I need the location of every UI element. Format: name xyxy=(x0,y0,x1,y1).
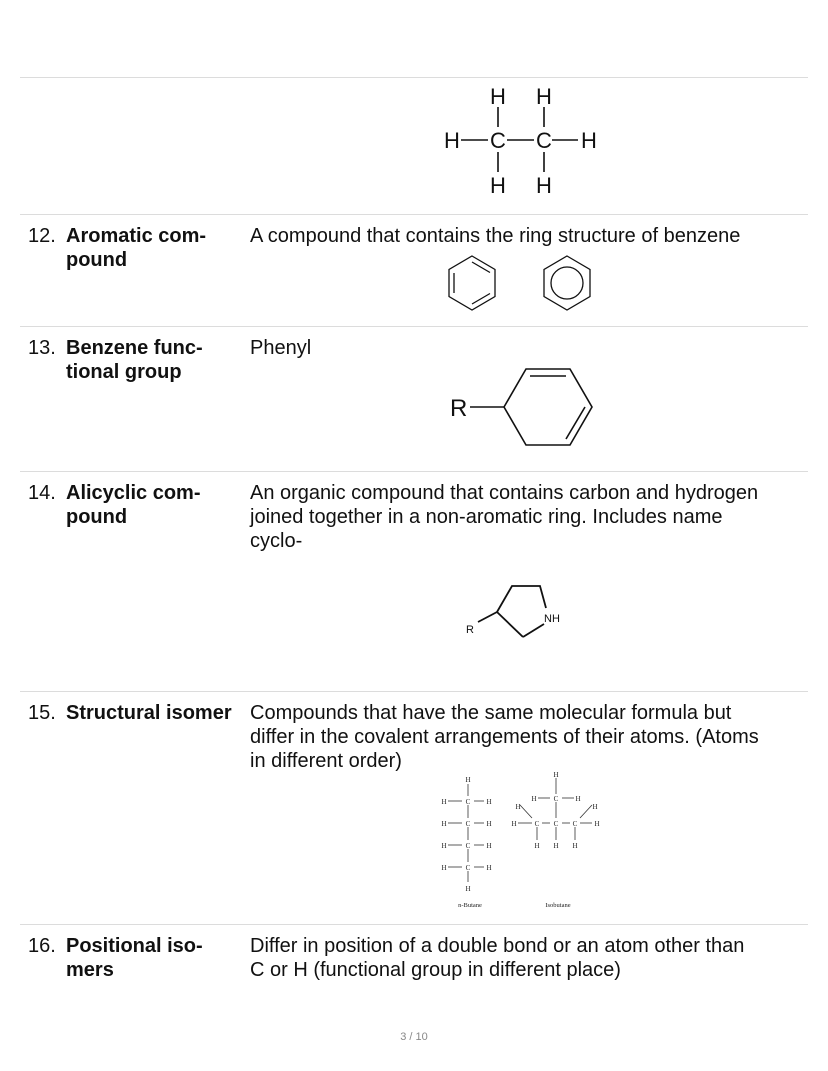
isobutane-c: C xyxy=(534,820,540,828)
divider xyxy=(20,214,808,215)
term-structural-isomer xyxy=(66,701,256,725)
page-number: 3 / 10 xyxy=(400,1031,428,1043)
isobutane-c: C xyxy=(572,820,578,828)
definition-line: in different order) xyxy=(250,750,402,772)
ethane-h-bottom-left: H xyxy=(490,173,506,198)
row-number: 13. xyxy=(28,337,56,359)
divider xyxy=(20,77,808,78)
isobutane-c: C xyxy=(553,795,559,803)
ethane-h-bottom-right: H xyxy=(536,173,552,198)
definition-alicyclic-compound xyxy=(250,481,810,553)
benzene-circle-figure xyxy=(541,254,593,312)
isobutane-h: H xyxy=(515,803,521,811)
term-line: mers xyxy=(66,959,114,981)
isobutane-h: H xyxy=(553,771,559,779)
butane-h: H xyxy=(441,820,447,828)
isobutane-c: C xyxy=(553,820,559,828)
term-line: Benzene func- xyxy=(66,337,203,359)
butane-h: H xyxy=(441,842,447,850)
ethane-c-right: C xyxy=(536,128,552,153)
butane-c: C xyxy=(465,820,471,828)
row-number: 14. xyxy=(28,482,56,504)
term-line: pound xyxy=(66,249,128,271)
butane-c: C xyxy=(465,842,471,850)
definition-line: Differ in position of a double bond or an atom other than xyxy=(250,935,745,957)
term-benzene-functional-group xyxy=(66,336,246,384)
definition-line: cyclo- xyxy=(250,530,303,552)
isobutane-h: H xyxy=(534,842,540,850)
definition-structural-isomer xyxy=(250,701,810,773)
definition-line: An organic compound that contains carbon and hydrogen xyxy=(250,482,759,504)
definition-line: joined together in a non-aromatic ring. Includes name xyxy=(250,506,723,528)
isomer-caption-left: n-Butane xyxy=(458,902,482,909)
definition-benzene-functional-group: Phenyl xyxy=(250,337,312,359)
phenyl-r-label: R xyxy=(450,395,468,422)
butane-c: C xyxy=(465,864,471,872)
definition-positional-isomers xyxy=(250,934,810,982)
row-number: 12. xyxy=(28,225,56,247)
butane-h: H xyxy=(441,798,447,806)
row-number: 15. xyxy=(28,702,56,724)
divider xyxy=(20,691,808,692)
butane-h: H xyxy=(441,864,447,872)
butane-c: C xyxy=(465,798,471,806)
definition-aromatic-compound: A compound that contains the ring structure of benzene xyxy=(250,225,741,247)
isobutane-h: H xyxy=(592,803,598,811)
pyrrolidine-structure-figure xyxy=(460,580,580,650)
butane-h: H xyxy=(486,820,492,828)
pyrrolidine-nh-label: NH xyxy=(544,613,560,625)
definition-line: differ in the covalent arrangements of their atoms. (Atoms xyxy=(250,726,759,748)
butane-h: H xyxy=(465,776,471,784)
definition-line: C or H (functional group in different place) xyxy=(250,959,621,981)
term-line: Positional iso- xyxy=(66,935,203,957)
isobutane-h: H xyxy=(594,820,600,828)
divider xyxy=(20,326,808,327)
isobutane-h: H xyxy=(575,795,581,803)
isobutane-h: H xyxy=(572,842,578,850)
isobutane-h: H xyxy=(511,820,517,828)
benzene-kekule-figure xyxy=(446,254,498,312)
pyrrolidine-r-label: R xyxy=(466,624,474,636)
definition-line: Compounds that have the same molecular formula but xyxy=(250,702,732,724)
row-number: 16. xyxy=(28,935,56,957)
term-line: pound xyxy=(66,506,128,528)
butane-h: H xyxy=(486,864,492,872)
isomer-caption-right: Isobutane xyxy=(545,902,571,909)
butane-h: H xyxy=(486,798,492,806)
ethane-structure-figure xyxy=(440,82,610,202)
divider xyxy=(20,471,808,472)
butane-h: H xyxy=(486,842,492,850)
ethane-h-top-right: H xyxy=(536,84,552,109)
ethane-h-right: H xyxy=(581,128,597,153)
term-aromatic-compound xyxy=(66,224,246,272)
term-line: tional group xyxy=(66,361,182,383)
ethane-h-left: H xyxy=(444,128,460,153)
term-positional-isomers xyxy=(66,934,246,982)
isobutane-h: H xyxy=(531,795,537,803)
butane-isomers-figure xyxy=(434,770,624,912)
butane-h: H xyxy=(465,885,471,893)
isobutane-h: H xyxy=(553,842,559,850)
term-line: Aromatic com- xyxy=(66,225,207,247)
term-alicyclic-compound xyxy=(66,481,246,529)
divider xyxy=(20,924,808,925)
term-line: Alicyclic com- xyxy=(66,482,201,504)
ethane-c-left: C xyxy=(490,128,506,153)
term-line: Structural isomer xyxy=(66,702,232,724)
ethane-h-top-left: H xyxy=(490,84,506,109)
phenyl-structure-figure xyxy=(446,362,596,452)
